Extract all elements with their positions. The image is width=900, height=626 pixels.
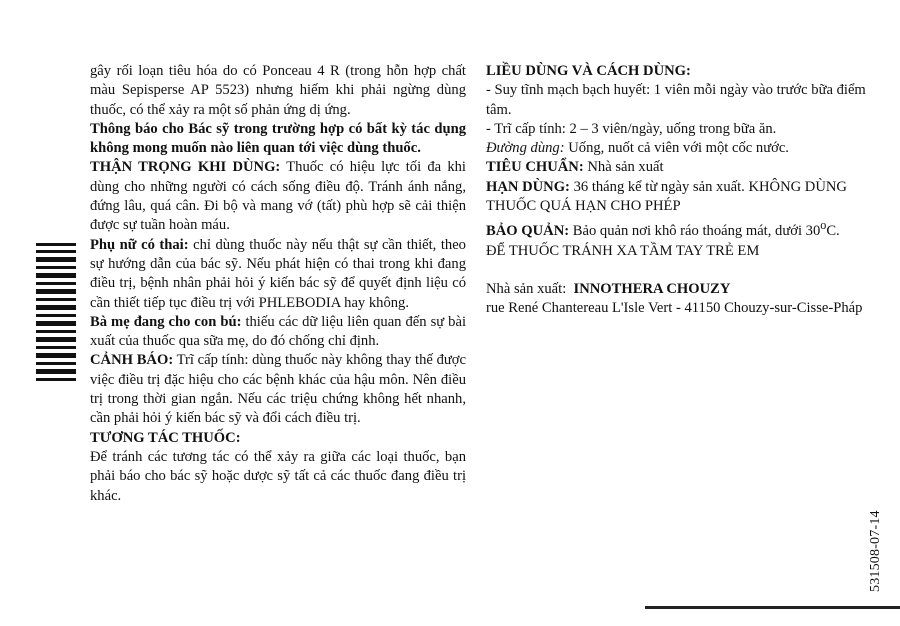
storage-text: Bảo quản nơi khô ráo thoáng mát, dưới 30 — [569, 223, 821, 240]
manufacturer-name: INNOTHERA CHOUZY — [573, 280, 731, 297]
standard-text: Nhà sản xuất — [583, 159, 664, 176]
expiry-heading: HẠN DÙNG: — [486, 178, 570, 195]
manufacturer-label: Nhà sản xuất: — [486, 280, 567, 297]
expiry-text: 36 tháng kể từ ngày sản xuất. KHÔNG DÙNG THUỐC QUÁ HẠN CHO PHÉP — [486, 178, 847, 215]
storage-heading: BẢO QUẢN: — [486, 223, 570, 240]
dosage-line-2: - Trĩ cấp tính: 2 – 3 viên/ngày, uống trong bữa ăn. — [486, 120, 777, 137]
side-effects-paragraph: gây rối loạn tiêu hóa do có Ponceau 4 R (trong hỗn hợp chất màu Sepisperse AP 5523) nhưng hiếm khi phải ngừng dùng thuốc, có thể xảy ra một số phản ứng dị ứng. — [90, 63, 466, 118]
route-label: Đường dùng: — [486, 140, 565, 157]
doctor-notice: Thông báo cho Bác sỹ trong trường hợp có bất kỳ tác dụng không mong muốn nào liên quan tới việc dùng thuốc. — [90, 120, 466, 157]
pharmacode-barcode — [36, 243, 76, 383]
bottom-rule — [645, 606, 900, 609]
degree-sup: o — [820, 218, 827, 233]
pregnancy-text: chỉ dùng thuốc này nếu thật sự cần thiết, theo sự hướng dẫn của bác sỹ. Nếu phát hiện có thai trong khi đang điều trị, bệnh nhân phải hỏi ý kiến bác sỹ để quyết định liệu có cần thiết tiếp tục điều trị với PHLEBODIA hay không. — [90, 236, 466, 311]
dosage-line-1: - Suy tĩnh mạch bạch huyết: 1 viên mỗi ngày vào trước bữa điểm tâm. — [486, 82, 866, 118]
breastfeeding-heading: Bà mẹ đang cho con bú: — [90, 313, 242, 330]
storage-unit: C. — [826, 223, 840, 240]
precautions-section — [90, 158, 466, 235]
warning-section — [90, 351, 466, 428]
standard-heading: TIÊU CHUẨN: — [486, 159, 584, 176]
standard-section — [486, 158, 870, 177]
pregnancy-section — [90, 236, 466, 313]
route-text: Uống, nuốt cả viên với một cốc nước. — [564, 140, 789, 157]
warning-text: Trĩ cấp tính: dùng thuốc này không thay thế được việc điều trị đặc hiệu cho các bệnh khác của hậu môn. Nên điều trị trong thời gian ngắn. Nếu các triệu chứng không hết nhanh, cần phải hỏi ý kiến bác sỹ và đổi cách điều trị. — [90, 352, 466, 427]
precautions-heading: THẬN TRỌNG KHI DÙNG: — [90, 159, 281, 176]
expiry-section — [486, 178, 870, 217]
pregnancy-heading: Phụ nữ có thai: — [90, 236, 189, 253]
interactions-heading: TƯƠNG TÁC THUỐC: — [90, 429, 241, 446]
keep-away-warning: ĐỂ THUỐC TRÁNH XA TẦM TAY TRẺ EM — [486, 242, 760, 259]
warning-heading: CẢNH BÁO: — [90, 352, 174, 369]
manufacturer-address: rue René Chantereau L'Isle Vert - 41150 Chouzy-sur-Cisse-Pháp — [486, 300, 863, 317]
product-code: 531508-07-14 — [868, 510, 883, 592]
route-section — [486, 139, 870, 158]
left-column — [90, 62, 466, 506]
manufacturer-line — [486, 280, 870, 299]
storage-section — [486, 216, 870, 241]
precautions-text: Thuốc có hiệu lực tối đa khi dùng cho những người có cách sống điều độ. Tránh ánh nắng, đứng lâu, quá cân. Đi bộ và mang vớ (tất) phù hợp sẽ cải thiện được sự tuần hoàn máu. — [90, 159, 466, 234]
breastfeeding-section — [90, 313, 466, 352]
right-column — [486, 62, 870, 318]
interactions-text: Để tránh các tương tác có thể xảy ra giữa các loại thuốc, bạn phải báo cho bác sỹ hoặc dược sỹ tất cả các thuốc đang điều trị khác. — [90, 448, 466, 504]
dosage-heading: LIỀU DÙNG VÀ CÁCH DÙNG: — [486, 63, 691, 79]
breastfeeding-text: thiếu các dữ liệu liên quan đến sự bài xuất của thuốc qua sữa mẹ, do đó chống chỉ định. — [90, 313, 467, 350]
